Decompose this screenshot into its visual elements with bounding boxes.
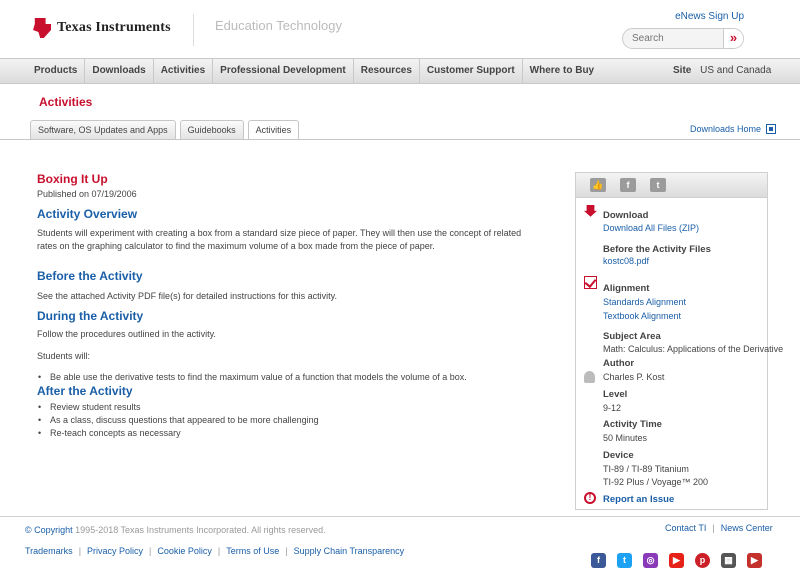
activity-content (37, 172, 527, 440)
device-heading: Device (603, 450, 634, 461)
twitter-icon[interactable]: t (617, 553, 632, 568)
subject-heading: Subject Area (603, 331, 661, 342)
footer-right-links (665, 523, 773, 533)
nav-where-to-buy[interactable]: Where to Buy (529, 65, 595, 76)
after-heading: After the Activity (37, 384, 133, 398)
supply-chain-link[interactable]: Supply Chain Transparency (293, 546, 405, 556)
overview-heading: Activity Overview (37, 207, 138, 221)
footer-links (25, 546, 404, 556)
time-heading: Activity Time (603, 419, 662, 430)
device-value-1: TI-89 / TI-89 Titanium (603, 464, 689, 474)
nav-resources[interactable]: Resources (354, 59, 420, 83)
copyright (25, 525, 326, 535)
tab-bar (30, 120, 299, 140)
main-nav (0, 58, 800, 84)
share-bar (576, 172, 767, 198)
level-value: 9-12 (603, 403, 622, 413)
facebook-icon[interactable]: f (620, 178, 636, 192)
facebook-icon[interactable]: f (591, 553, 606, 568)
device-value-2: TI-92 Plus / Voyage™ 200 (603, 477, 709, 487)
activity-title: Boxing It Up (37, 172, 108, 186)
list-item: • As a class, discuss questions that appeared to be more challenging (37, 414, 527, 427)
footer-separator: | (217, 546, 221, 556)
copyright-mark: © Copyright (25, 525, 73, 535)
download-icon (584, 205, 597, 218)
site-value: US and Canada (700, 65, 772, 76)
copyright-text: 1995-2018 Texas Instruments Incorporated. All rights reserved. (75, 525, 326, 535)
footer-separator: | (285, 546, 288, 556)
pinterest-icon[interactable]: p (695, 553, 710, 568)
during-list (37, 371, 527, 384)
list-item: • Re-teach concepts as necessary (37, 427, 527, 440)
nav-customer-support[interactable]: Customer Support (420, 59, 523, 83)
time-value: 50 Minutes (603, 433, 648, 443)
checkbox-icon (584, 276, 597, 289)
level-heading: Level (603, 389, 628, 400)
activity-sidebar (575, 172, 784, 510)
during-heading: During the Activity (37, 309, 144, 323)
before-file-link[interactable]: kostc08.pdf (603, 256, 650, 266)
during-text: Follow the procedures outlined in the activity. (37, 329, 216, 339)
twitter-icon[interactable]: t (650, 178, 666, 192)
header-divider (193, 14, 194, 46)
trademarks-link[interactable]: Trademarks (25, 546, 73, 556)
terms-of-use-link[interactable]: Terms of Use (226, 546, 280, 556)
author-heading: Author (603, 358, 635, 369)
downloads-home-label: Downloads Home (690, 124, 762, 134)
news-center-link[interactable]: News Center (720, 523, 773, 533)
site-selector[interactable] (673, 59, 771, 83)
search-box (622, 28, 744, 49)
social-links (591, 553, 762, 568)
tab-divider (0, 139, 800, 140)
standards-alignment-link[interactable]: Standards Alignment (603, 297, 687, 307)
downloads-home-link[interactable] (690, 124, 776, 134)
tab-activities[interactable]: Activities (248, 120, 300, 140)
enews-signup-link[interactable]: eNews Sign Up (675, 11, 744, 22)
contact-ti-link[interactable]: Contact TI (665, 523, 707, 533)
alignment-heading: Alignment (603, 283, 650, 294)
privacy-policy-link[interactable]: Privacy Policy (87, 546, 144, 556)
nav-downloads[interactable]: Downloads (85, 59, 153, 83)
site-header (0, 0, 800, 57)
home-icon (766, 124, 776, 134)
footer-separator: | (712, 523, 715, 533)
students-will: Students will: (37, 351, 91, 361)
before-heading: Before the Activity (37, 269, 143, 283)
alert-icon: ! (584, 492, 596, 504)
header-subtitle: Education Technology (215, 18, 342, 33)
published-date: Published on 07/19/2006 (37, 189, 137, 199)
nav-professional-development[interactable]: Professional Development (213, 59, 354, 83)
nav-activities[interactable]: Activities (154, 59, 213, 83)
site-label: Site (673, 65, 692, 76)
brand-name: Texas Instruments (57, 20, 171, 35)
calendar-icon[interactable]: ▦ (721, 553, 736, 568)
instagram-icon[interactable]: ◎ (643, 553, 658, 568)
ti-logo[interactable] (33, 18, 171, 38)
list-item: • Review student results (37, 401, 527, 414)
subject-value: Math: Calculus: Applications of the Derivative (603, 344, 784, 354)
footer-divider (0, 516, 800, 517)
tab-guidebooks[interactable]: Guidebooks (180, 120, 244, 139)
search-input[interactable] (623, 29, 723, 48)
texas-state-logo-icon (33, 18, 51, 38)
page-title: Activities (39, 95, 93, 109)
nav-products[interactable]: Products (27, 59, 85, 83)
report-issue-link[interactable]: Report an Issue (603, 494, 675, 505)
footer-separator: | (78, 546, 82, 556)
list-item: • Be able use the derivative tests to find the maximum value of a function that models the volume of a box. (37, 371, 527, 384)
author-icon (584, 371, 595, 383)
footer-separator: | (149, 546, 152, 556)
tab-software[interactable]: Software, OS Updates and Apps (30, 120, 176, 139)
youtube-channel-icon[interactable]: ▶ (747, 553, 762, 568)
before-text: See the attached Activity PDF file(s) for detailed instructions for this activity. (37, 291, 337, 301)
search-submit-button[interactable]: » (723, 29, 743, 48)
after-list (37, 401, 527, 440)
download-heading: Download (603, 210, 649, 221)
author-value: Charles P. Kost (603, 372, 665, 382)
overview-text: Students will experiment with creating a box from a standard size piece of paper. They will then use the concept of related rates on the graphing calculator to find the maximum volume of a box made from the piece of paper. (37, 228, 522, 251)
youtube-icon[interactable]: ▶ (669, 553, 684, 568)
download-all-link[interactable]: Download All Files (ZIP) (603, 223, 700, 233)
before-files-heading: Before the Activity Files (603, 244, 711, 255)
thumbs-up-icon[interactable]: 👍 (590, 178, 606, 192)
cookie-policy-link[interactable]: Cookie Policy (157, 546, 212, 556)
textbook-alignment-link[interactable]: Textbook Alignment (603, 311, 682, 321)
